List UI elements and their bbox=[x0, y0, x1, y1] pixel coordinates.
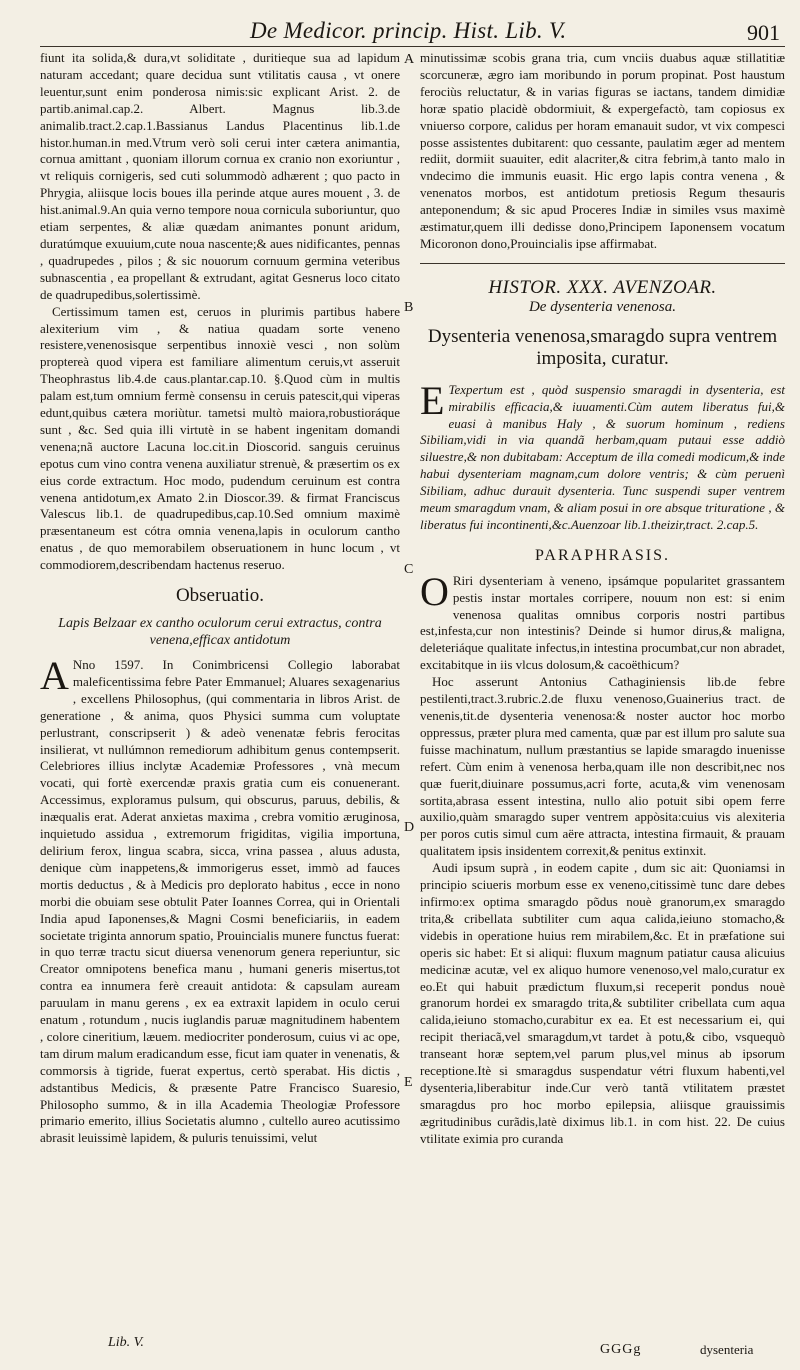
left-paragraph-2: Certissimum tamen est, ceruos in plurimis partibus habere alexiterium vim , & natiua quadam sorte veneno resistere,venenosisque serpentibus innoxiè vesci , non solùm proptereà quod vipera est familiare alimentum ceruis,vt asseruit Theophrastus lib.4.de caus.plantar.cap.10. §.Quod cùm in multis palam est,tum omnium fermè consensu in ceruis patescit,qui viperas edunt,quibus cætera moriùtur. tametsi multò maiora,robustioráque sunt , &c. Sed quia illi virtutè in se habent ingenitam domandi venena;nã auctore Lacuna loc.cit.in Dioscorid. sanguis ceruinus epotus cum vino contra venena auxiliatur strenuè, & præsertim os ex eius corde extractum. Hoc modo, pudendum ceruinum est contra venena antidotum,ex Amato 2.in Dioscor.39. & firmat Franciscus Valescus lib.1. de quadrupedibus,cap.10.Sed omnium maximè præsentaneum est cótra omnia venena,lapis in oculorum cantho enatus , de quo memorabilem obseruationem in hunc locum , vt commodiorem,describendam hactenus reseruo. bbox=[40, 303, 400, 573]
paraphrasis-body: Riri dysenteriam à veneno, ipsámque popularitet grassantem pestis instar mortales corripere, nouum non est: si enim venenosa qualitas omnibus corporis nostri partibus est,infesta,cur non intestinis? Deinde si humor dirus,& maligna, deleteriáque qualitate infectus,in intestina procumbat,cur non abradet, excitabitque in iis vlcus dolosum,& cacoëthicum? bbox=[420, 572, 785, 673]
page-number: 901 bbox=[747, 20, 780, 45]
margin-mark-c: C bbox=[404, 562, 414, 577]
observation-text bbox=[40, 653, 400, 1147]
left-paragraph-1: fiunt ita solida,& dura,vt soliditate , duritieque sua ad lapidum naturam accedant; quare decidua sunt vtilitatis causa , vt onere leuentur,sunt enim ponderosa nimis:sic explicant Arist. 2. de partib.animal.cap.2. Albert. Magnus lib.3.de animalib.tract.2.cap.1.Bassianus Landus Placentinus lib.1.de histor.human.in med.Vtrum verò soli cerui inter cætera animantia, cornua amittant , quoniam illorum cornua ex cranio non exoriuntur , vt reliquis cornigeris, sed cuti solummodò adhærent ; quo pacto in Phrygia, aliisque locis boues illa perinde atque aures mouent , 3. de hist.animal.9.An quia verno tempore noua cornicula suboriuntur, quo etiam serpentes, & aliæ quædam animantes ponunt aridum, duratúmque exuuium,cute noua nascente;& aues nidificantes, pennas , quadrupedes , pilos ; & sic nouorum cornuum germina veteribus subnascentia , ea propellant & extrudant, agitat Gesnerus loco citato de quadrupedibus,solertissimè. bbox=[40, 50, 400, 302]
history-heading: Dysenteria venenosa,smaragdo supra ventrem imposita, curatur. bbox=[427, 325, 778, 369]
footer-catchword-right: dysenteria bbox=[700, 1342, 754, 1357]
running-header bbox=[40, 18, 780, 48]
history-subtitle: De dysenteria venenosa. bbox=[528, 298, 677, 315]
footer-catchword-left: Lib. V. bbox=[108, 1335, 144, 1350]
right-paragraph-1: minutissimæ scobis grana tria, cum vnciis duabus aquæ stillatitiæ scorcuneræ, ægro iam moribundo in porum propinat. Post haustum ferociùs reluctatur, & in varias figuras se iactans, tandem dimidiæ horæ spatio placidè obdormiuit, & expergefactò, tam copiosus ex vniuerso corpore, calidus per horam emanauit sudor, vt vix compesci posse assistentes dubitarent: quo cessante, paulatim æger ad mentem rediit, dormiit suauiter, edit alacriter,& citra febrim,à tanto malo in vndecimo die immunis euasit. Hic ergo lapis contra venena , & venenatos morbos, est antidotum pretiosis Regum thesauris anteponendum; & sic apud Proceres Indiæ in similes vsus maximè æstimatur,quem illi dedisse dono,Principem Iaponensem vocatum Micoronon dono,Prouincialis ipse affirmabat. bbox=[420, 50, 785, 251]
right-paragraph-3: Hoc asserunt Antonius Cathaginiensis lib.de febre pestilenti,tract.3.rubric.2.de fluxu venenoso,Guainerius tract. de venenis,tit.de dysenteria venenosa:& noster auctor hoc morbo oppressus, præter plura med camenta, quæ par est illum pro salute sua fuisse machinatum, nullum præstantius se lapide smaragdo inuenisse refert. Cùm enim à venenosa herba,quam ille non describit,nec nos quæ fuerit,diuinare possumus,acri forte, acuta,& vim venenosam sortita,abrasa essent intestina, nullo alio potuit sibi opem ferre auxilio,quàm smaragdo super ventrem appòsita:cuius vis alexiteria per poros cutis simul cum aëre attracta, intestina firmauit, & prauam qualitatem ipsis insidentem correxit,& penitus extinxit. bbox=[420, 674, 785, 859]
drop-cap-a: A bbox=[40, 653, 69, 698]
history-title: HISTOR. XXX. AVENZOAR. bbox=[488, 276, 717, 298]
observation-body: Nno 1597. In Conimbricensi Collegio laborabat maleficentissima febre Pater Emmanuel; Aluares sexagenarius , excellens Philosophus, (qui commentaria in libros Arist. de generatione , & anima, quos Physici summa cum voluptate perlustrant, conscripserit ) & adeò venenatæ febris ferocitas insilierat, vt nullúmnon remediorum adhibitum genus contempserit. Celebriores illius inclytæ Academiæ Professores , vnà mecum vocati, qui fortè exercendæ praxis gratia cum eis conuenerant. Accessimus, exploramus pulsum, qui obscurus, paruus, debilis, & inæqualis erat. Aderat anxietas maxima , crebra vomitio æruginosa, inquietudo assidua , extremorum frigiditas, vigilia importuna, delirium ferox, lingua scabra, sicca, vrina passea , aluus adusta, denique cùm inappetens,& immorigerus esset, immò ad fauces mortis deductus , & à Medicis pro deplorato habitus , ecce in nono morbi die obuiam sese obtulit Pater Ioannes Correa, qui in Orientali India apud Iaponenses,& Magni Cosmi beneficiariis, in eadem societate triginta annorum spatio, Prouincialis munere functus fuerat: in quo terræ tractu sicut diuersa venenorum genera reperiuntur, sic Creator omnipotens benefica manu , humani generis misertus,tot contra ea innumera ferè creauit antidota: & capsulam auream paruulam in manu gerens , ex ea extraxit lapidem in oculo cerui enatum , rotundum , nucis iuglandis paruæ magnitudinem habentem , colore cineritium, læuem. mediocriter ponderosum, cuius vi ac ope, tam dirum malum eradicandum esse, ficut iam quater in venenatis, & commorsis à tigride, fuerat expertus, certò sperabat. His dictis , adstantibus Medicis, & præsente Patre Francisco Suaresio, Philosopho summo, & in illa Academia Theologiæ Professore primario emerito, illius Societatis alumno , cultello aureo acutissimo abrasit leuissimè lapidem, & puluris tenuissimi, velut bbox=[40, 657, 400, 1146]
section-rule bbox=[420, 263, 785, 264]
drop-cap-o: O bbox=[420, 568, 449, 614]
margin-mark-d: D bbox=[404, 820, 415, 835]
signature-mark: GGGg bbox=[600, 1342, 642, 1357]
right-paragraph-4: Audi ipsum suprà , in eodem capite , dum sic ait: Quoniamsi in principio sciueris morbum esse ex veneno,citissimè tunc dare debes infirmo:ex optima smaragdo põdus nouè granorum,ex smaragdo trita,& cribellata subtiliter cum aqua calida,ieiuno stomacho,& videbis in operatione huius rem mirabilem,&c. Et in præfatione sui operis sic habet: Et si aliqui: fluxum magnum patiatur causa alicuius medicinæ acutæ, vel ex aliquo humore venenoso,vel malo,curatur ex eo.Et qui habuit prædictum fluxum,si receperit pondus nouè granorum hordei ex smaragdo trita,& subtiliter cribellata cum aqua calida,ieiuno stomacho,curabitur ex ea. Et est necessarium ei, qui recipit theriacã,vel smaragdum,vt tardet à potu,& cibo, vsquequò transeant horæ septem,vel parum plus,vel minus ab ipsorum receptione.Itè si smaragdus suspendatur vétri fluxum habenti,vel dysenteria,liberabitur inde.Cur verò tantã vtilitatem præstet smaragdus pro hoc morbo epilepsia, aliisque grauissimis ægritudinibus curãdis,latè diximus lib.1. in com hist. 22. De cuius vtilitate eximia pro curanda bbox=[420, 860, 785, 1146]
margin-mark-a: A bbox=[404, 52, 415, 67]
left-column bbox=[40, 50, 400, 1147]
paraphrasis-text bbox=[420, 568, 785, 674]
running-title: De Medicor. princip. Hist. Lib. V. bbox=[250, 18, 567, 43]
history-text bbox=[420, 377, 785, 534]
history-body: Texpertum est , quòd suspensio smaragdi in dysenteria, est mirabilis efficacia,& iuuamenti.Cùm autem liberatus fui,& euasi à manibus Haly , & suorum hominum , rediens Sibiliam,vidi in via quandã herbam,quam putaui esse addiò siluestre,& non dubitabam: Acceptum de illa comedi modicum,& inde habui dysenteriam magnam,cum dolore ventris; & cùm peruenì Sibiliam, adhuc durauit dysenteria. Tunc suspendi super ventrem meum smaragdum vnam, & aliam posui in ore absque trituratione , & liberatus fui incontinenti,&c.Auenzoar lib.1.theizir,tract. 2.cap.5. bbox=[420, 381, 785, 532]
margin-mark-b: B bbox=[404, 300, 414, 315]
paraphrasis-title: PARAPHRASIS. bbox=[534, 546, 670, 564]
observation-title: Obseruatio. bbox=[175, 585, 265, 607]
drop-cap-e: E bbox=[420, 377, 445, 423]
margin-mark-e: E bbox=[404, 1075, 413, 1090]
observation-subtitle: Lapis Belzaar ex cantho oculorum cerui extractus, contra venena,efficax antidotum bbox=[58, 616, 382, 648]
right-column bbox=[420, 50, 785, 1148]
header-rule bbox=[40, 46, 785, 47]
